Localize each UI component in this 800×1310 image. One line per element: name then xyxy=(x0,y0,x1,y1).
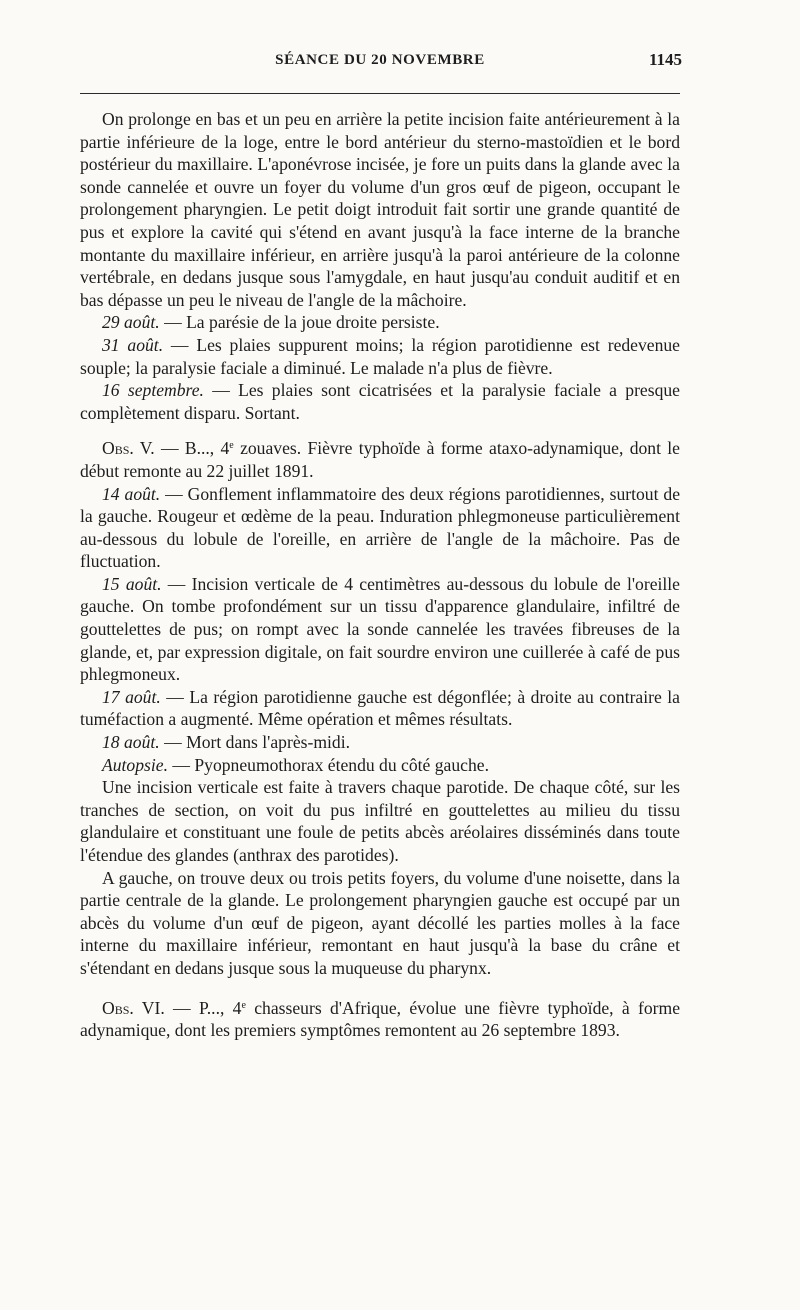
paragraph xyxy=(80,686,680,731)
paragraph-text: — La région parotidienne gauche est dégonflée; à droite au contraire la tuméfaction a augmenté. Même opération et mêmes résultats. xyxy=(80,686,680,730)
paragraph-text: — Les plaies sont cicatrisées et la paralysie faciale a presque complètement disparu. Sortant. xyxy=(80,380,680,423)
paragraph-text: — Incision verticale de 4 centimètres au-dessous du lobule de l'oreille gauche. On tombe profondément sur un tissu d'apparence glandulaire, infiltré de gouttelettes de pus; on rompt avec la sonde cannelée les travées fibreuses de la glande, et, par expression digitale, on fait sourdre environ une cuillerée à café de pus phlegmoneux. xyxy=(80,573,680,685)
paragraph xyxy=(80,311,680,334)
page-number: 1145 xyxy=(648,50,682,69)
superscript: e xyxy=(241,999,246,1011)
date-label: 18 août. xyxy=(102,732,160,753)
paragraph xyxy=(80,334,680,379)
observation-label: Obs. V. xyxy=(102,438,155,459)
observation-heading xyxy=(80,437,680,482)
date-label: 31 août. xyxy=(102,334,164,355)
paragraph-text: — B..., 4 xyxy=(154,438,230,459)
paragraph-text: chasseurs d'Afrique, évolue une fièvre typhoïde, à forme adynamique, dont les premiers symptômes remontent au 26 septembre 1893. xyxy=(80,997,681,1041)
observation-heading xyxy=(80,997,680,1042)
paragraph: A gauche, on trouve deux ou trois petits foyers, du volume d'une noisette, dans la partie centrale de la glande. Le prolongement pharyngien gauche est occupé par un abcès du volume d'un œuf de pigeon, ayant décollé les parties molles à la face interne du maxillaire inférieur, remontant en haut jusqu'à la base du crâne et s'étendant en dedans jusque sous la muqueuse du pharynx. xyxy=(80,867,680,978)
paragraph-text: zouaves. Fièvre typhoïde à forme ataxo-adynamique, dont le début remonte au 22 juillet 1891. xyxy=(80,438,680,481)
paragraph xyxy=(80,573,680,686)
autopsy-label: Autopsie. xyxy=(102,754,168,775)
date-label: 14 août. xyxy=(102,483,161,504)
paragraph: On prolonge en bas et un peu en arrière la petite incision faite antérieurement à la partie inférieure de la loge, entre le bord antérieur du sterno-mastoïdien et le bord postérieur du maxillaire. L'aponévrose incisée, je fore un puits dans la glande avec la sonde cannelée et ouvre un foyer du volume d'un gros œuf de pigeon, occupant le prolongement pharyngien. Le petit doigt introduit fait sortir une grande quantité de pus et explore la cavité qui s'étend en avant jusqu'à la face interne de la branche montante du maxillaire inférieur, en arrière jusqu'à la paroi antérieure de la colonne vertébrale, en dedans jusque sous l'amygdale, en haut jusqu'au conduit auditif et en bas dépasse un peu le niveau de l'angle de la mâchoire. xyxy=(80,109,680,310)
paragraph xyxy=(80,754,680,777)
paragraph xyxy=(80,731,680,754)
paragraph-text: — Les plaies suppurent moins; la région parotidienne est redevenue souple; la paralysie faciale a diminué. Le malade n'a plus de fièvre. xyxy=(80,334,680,378)
date-label: 29 août. xyxy=(102,312,160,333)
paragraph-text: — Pyopneumothorax étendu du côté gauche. xyxy=(167,754,489,775)
header-rule xyxy=(80,93,680,94)
running-title: SÉANCE DU 20 NOVEMBRE xyxy=(275,52,485,68)
paragraph xyxy=(80,483,680,573)
running-head xyxy=(80,52,680,74)
paragraph-text: — La parésie de la joue droite persiste. xyxy=(159,312,440,333)
body-text xyxy=(80,108,680,1042)
paragraph-text: — Gonflement inflammatoire des deux régions parotidiennes, surtout de la gauche. Rougeur et œdème de la peau. Induration phlegmoneuse particulièrement au-dessous du lobule de l'oreille, en arrière de l'angle de la mâchoire. Pas de fluctuation. xyxy=(80,483,681,572)
paragraph xyxy=(80,379,680,424)
paragraph: Une incision verticale est faite à travers chaque parotide. De chaque côté, sur les tranches de section, on voit du pus infiltré en gouttelettes au milieu du tissu glandulaire et constituant une foule de petits abcès aréolaires disséminés dans toute l'étendue des glandes (anthrax des parotides). xyxy=(80,777,680,865)
paragraph-text: — Mort dans l'après-midi. xyxy=(159,732,350,753)
date-label: 15 août. xyxy=(102,573,162,594)
observation-label: Obs. VI. xyxy=(102,997,165,1018)
date-label: 16 septembre. xyxy=(102,380,204,401)
paragraph-text: — P..., 4 xyxy=(164,997,242,1018)
superscript: e xyxy=(229,440,234,452)
date-label: 17 août. xyxy=(102,686,161,707)
